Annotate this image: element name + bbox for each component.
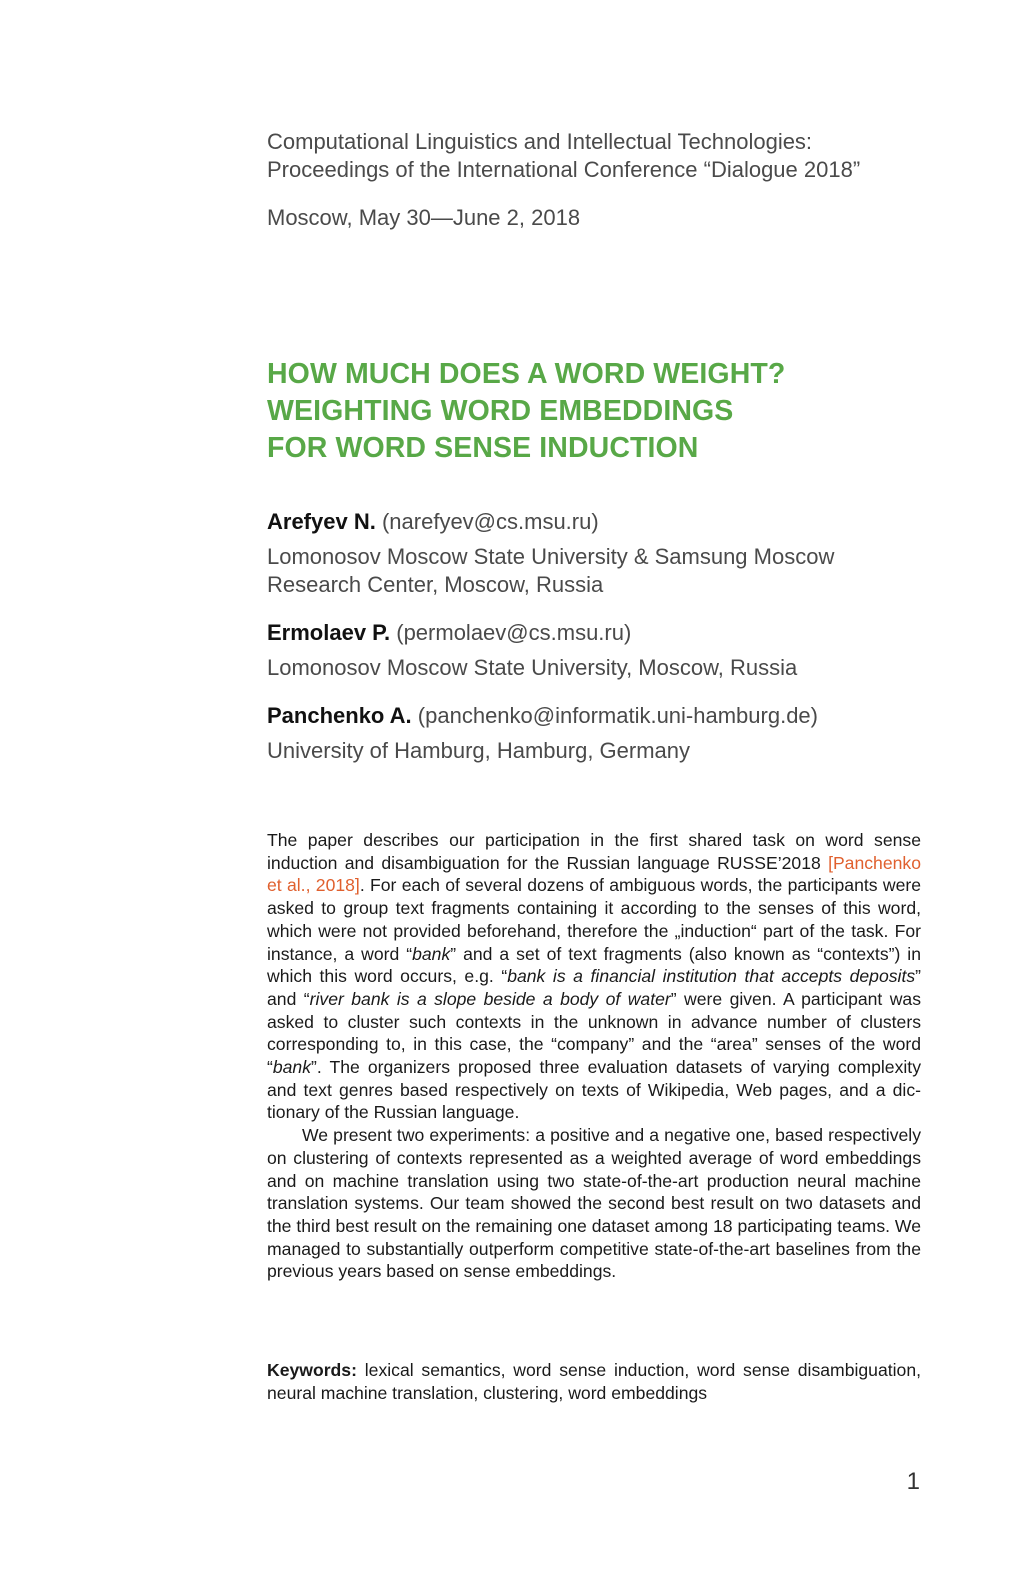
author-affiliation [267,654,921,682]
abstract-paragraph-1 [267,829,921,1124]
author-entry [267,702,921,765]
page-number: 1 [906,1468,920,1495]
title-line1: HOW MUCH DOES A WORD WEIGHT? [267,358,786,390]
author-entry [267,619,921,682]
author-head [267,619,921,647]
author-email: (permolaev@cs.msu.ru) [396,620,632,645]
author-head [267,702,921,730]
author-list [267,508,921,765]
affiliation-line: Lomonosov Moscow State University, Moscow, Russia [267,655,798,680]
author-email: (panchenko@informatik.uni-hamburg.de) [417,703,818,728]
abstract-text: ” and “ [267,966,921,1009]
abstract-italic: bank [412,943,451,964]
author-name: Arefyev N. [267,509,376,534]
affiliation-line: University of Hamburg, Hamburg, Germany [267,738,691,763]
keywords-text: lexical semantics, word sense induction, word sense disambiguation, neural machine translation, clustering, word embeddings [267,1360,921,1403]
abstract-paragraph-2: We present two experiments: a positive and a negative one, based respectively on clustering of contexts represented as a weighted average of word embeddings and on machine translation using two state-of-the-art production neural machine translation systems. Our team showed the second best result on two datasets and the third best result on the remaining one dataset among 18 participating teams. We managed to substantially outperform competitive state-of-the-art baselines from the previous years based on sense embeddings. [267,1125,921,1282]
author-affiliation [267,737,921,765]
author-name: Ermolaev P. [267,620,391,645]
title-line3: FOR WORD SENSE INDUCTION [267,432,699,464]
conference-name-line1: Computational Linguistics and Intellectual Technologies: [267,129,813,154]
abstract-text: The paper describes our participation in the first shared task on word sense induction and disambiguation for the Russian language RUSSE’2018 [267,830,921,873]
abstract-italic: bank is a financial institution that accepts deposits [507,966,916,987]
title-line2: WEIGHTING WORD EMBEDDINGS [267,395,734,427]
keywords [267,1359,921,1404]
abstract-italic: bank [272,1057,312,1078]
paper-title [267,356,921,467]
affiliation-line: Lomonosov Moscow State University & Samsung Moscow [267,544,835,569]
abstract-text: ”. The organizers proposed three evaluation datasets of varying complexity and text genres based respectively on texts of Wikipedia, Web pages, and a dictionary of the Russian language. [267,1057,921,1123]
abstract-text: ” and a set of text fragments (also known as “contexts”) in which this word occurs, e.g. “ [267,943,921,987]
author-name: Panchenko A. [267,703,412,728]
abstract-text: ” were given. A participant was asked to cluster such contexts in the unknown in advance number of clusters corresponding to, in this case, the “company” and the “area” senses of the word “ [267,988,922,1078]
abstract-italic: river bank is a slope beside a body of water [309,988,671,1009]
abstract [267,829,921,1283]
author-head [267,508,921,536]
conference-name-line2: Proceedings of the International Conference “Dialogue 2018” [267,157,861,182]
keywords-label: Keywords: [267,1360,357,1380]
abstract-text: . For each of several dozens of ambiguous words, the participants were asked to group text fragments containing it according to the senses of this word, which were not provided beforehand, therefore the „induction“ part of the task. For instance, a word “ [267,875,921,964]
affiliation-line: Research Center, Moscow, Russia [267,572,604,597]
conference-place-date: Moscow, May 30—June 2, 2018 [267,205,581,230]
author-email: (narefyev@cs.msu.ru) [381,509,599,534]
author-affiliation [267,543,921,599]
citation-link[interactable]: [Panchenko et al., 2018] [267,852,921,896]
conference-header [267,128,921,232]
author-entry [267,508,921,599]
